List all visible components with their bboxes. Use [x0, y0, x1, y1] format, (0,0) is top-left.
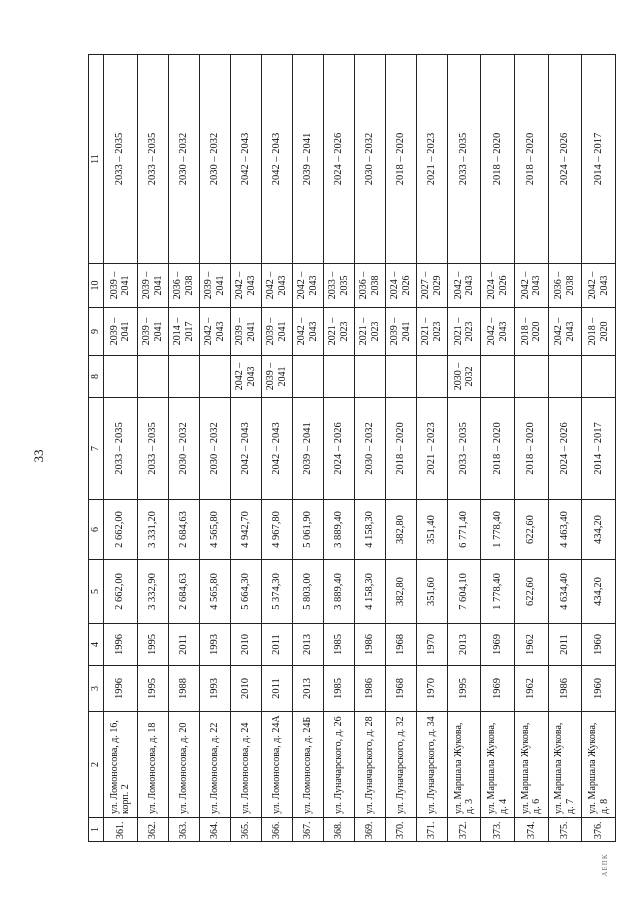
- page-number: 33: [31, 449, 46, 463]
- row-number-cell: 376.: [582, 818, 616, 842]
- year-built-cell: 1993: [199, 666, 230, 712]
- year-reconstructed-cell: 1968: [385, 624, 416, 666]
- year-reconstructed-cell: 1993: [199, 624, 230, 666]
- year-reconstructed-cell: 1986: [354, 624, 385, 666]
- period-roof-cell: 2030 – 2032: [199, 398, 230, 500]
- row-number-cell: 365.: [230, 818, 261, 842]
- period-basement-cell: 2033 – 2035: [104, 55, 138, 264]
- total-area-cell: 7 604,10: [447, 560, 481, 624]
- period-facade-cell: [385, 356, 416, 398]
- header-cell: 11: [89, 55, 104, 264]
- period-facade-cell: [323, 356, 354, 398]
- row-number-cell: 363.: [168, 818, 199, 842]
- table-row: [104, 55, 138, 842]
- period-roof-cell: 2018 – 2020: [514, 398, 548, 500]
- year-built-cell: 2011: [261, 666, 292, 712]
- period-utilities-cell: 2039 – 2041: [104, 308, 138, 356]
- total-area-cell: 5 803,00: [292, 560, 323, 624]
- table-row: [168, 55, 199, 842]
- period-facade-cell: 2030 – 2032: [447, 356, 481, 398]
- year-built-cell: 1996: [104, 666, 138, 712]
- period-utilities-cell: 2039 – 2041: [137, 308, 168, 356]
- period-basement-cell: 2018 – 2020: [481, 55, 515, 264]
- period-roof-cell: 2042 – 2043: [230, 398, 261, 500]
- total-area-cell: 4 634,40: [548, 560, 582, 624]
- year-reconstructed-cell: 1962: [514, 624, 548, 666]
- period-basement-cell: 2033 – 2035: [447, 55, 481, 264]
- residential-area-cell: 4 942,70: [230, 500, 261, 560]
- period-facade-cell: [548, 356, 582, 398]
- residential-area-cell: 382,80: [385, 500, 416, 560]
- total-area-cell: 2 662,00: [104, 560, 138, 624]
- period-elevator-cell: 2024 – 2026: [481, 264, 515, 308]
- row-number-cell: 373.: [481, 818, 515, 842]
- year-reconstructed-cell: 1995: [137, 624, 168, 666]
- period-utilities-cell: 2042 – 2043: [292, 308, 323, 356]
- row-number-cell: 374.: [514, 818, 548, 842]
- period-elevator-cell: 2033 – 2035: [323, 264, 354, 308]
- year-reconstructed-cell: 2011: [261, 624, 292, 666]
- residential-area-cell: 6 771,40: [447, 500, 481, 560]
- period-utilities-cell: 2039 – 2041: [385, 308, 416, 356]
- period-utilities-cell: 2042 – 2043: [199, 308, 230, 356]
- row-number-cell: 368.: [323, 818, 354, 842]
- residential-area-cell: 351,40: [416, 500, 447, 560]
- period-utilities-cell: 2021 – 2023: [416, 308, 447, 356]
- total-area-cell: 3 332,90: [137, 560, 168, 624]
- address-cell: ул. Маршала Жукова, д. 6: [514, 712, 548, 818]
- period-basement-cell: 2024 – 2026: [323, 55, 354, 264]
- period-utilities-cell: 2018 – 2020: [582, 308, 616, 356]
- residential-area-cell: 3 889,40: [323, 500, 354, 560]
- year-reconstructed-cell: 2013: [447, 624, 481, 666]
- header-cell: 5: [89, 560, 104, 624]
- period-basement-cell: 2042 – 2043: [261, 55, 292, 264]
- period-facade-cell: [168, 356, 199, 398]
- row-number-cell: 361.: [104, 818, 138, 842]
- residential-area-cell: 1 778,40: [481, 500, 515, 560]
- year-built-cell: 1988: [168, 666, 199, 712]
- header-cell: 1: [89, 818, 104, 842]
- address-cell: ул. Ломоносова, д. 24: [230, 712, 261, 818]
- period-elevator-cell: 2036 – 2038: [354, 264, 385, 308]
- year-reconstructed-cell: 1985: [323, 624, 354, 666]
- period-elevator-cell: 2024 – 2026: [385, 264, 416, 308]
- period-elevator-cell: 2027 – 2029: [416, 264, 447, 308]
- residential-area-cell: 4 463,40: [548, 500, 582, 560]
- total-area-cell: 382,80: [385, 560, 416, 624]
- total-area-cell: 2 684,63: [168, 560, 199, 624]
- period-utilities-cell: 2018 – 2020: [514, 308, 548, 356]
- year-built-cell: 1986: [548, 666, 582, 712]
- table-row: [261, 55, 292, 842]
- table-row: [292, 55, 323, 842]
- total-area-cell: 1 778,40: [481, 560, 515, 624]
- period-basement-cell: 2042 – 2043: [230, 55, 261, 264]
- year-reconstructed-cell: 1960: [582, 624, 616, 666]
- period-elevator-cell: 2036 – 2038: [548, 264, 582, 308]
- table-row: [582, 55, 616, 842]
- period-facade-cell: 2042 – 2043: [230, 356, 261, 398]
- period-facade-cell: [199, 356, 230, 398]
- address-cell: ул. Луначарского, д. 32: [385, 712, 416, 818]
- residential-area-cell: 5 061,90: [292, 500, 323, 560]
- period-elevator-cell: 2042 – 2043: [230, 264, 261, 308]
- period-roof-cell: 2018 – 2020: [385, 398, 416, 500]
- header-cell: 10: [89, 264, 104, 308]
- period-basement-cell: 2033 – 2035: [137, 55, 168, 264]
- period-facade-cell: 2039 – 2041: [261, 356, 292, 398]
- residential-area-cell: 2 662,00: [104, 500, 138, 560]
- period-basement-cell: 2018 – 2020: [385, 55, 416, 264]
- period-utilities-cell: 2039 – 2041: [261, 308, 292, 356]
- table-row: [137, 55, 168, 842]
- period-facade-cell: [416, 356, 447, 398]
- period-roof-cell: 2042 – 2043: [261, 398, 292, 500]
- period-utilities-cell: 2014 – 2017: [168, 308, 199, 356]
- period-basement-cell: 2030 – 2032: [354, 55, 385, 264]
- period-facade-cell: [137, 356, 168, 398]
- year-reconstructed-cell: 2010: [230, 624, 261, 666]
- table-row: [481, 55, 515, 842]
- table-row: [447, 55, 481, 842]
- header-cell: 4: [89, 624, 104, 666]
- total-area-cell: 5 374,30: [261, 560, 292, 624]
- row-number-cell: 362.: [137, 818, 168, 842]
- period-roof-cell: 2024 – 2026: [323, 398, 354, 500]
- row-number-cell: 375.: [548, 818, 582, 842]
- row-number-cell: 364.: [199, 818, 230, 842]
- period-roof-cell: 2033 – 2035: [447, 398, 481, 500]
- period-roof-cell: 2033 – 2035: [104, 398, 138, 500]
- period-elevator-cell: 2039 – 2041: [104, 264, 138, 308]
- period-basement-cell: 2018 – 2020: [514, 55, 548, 264]
- total-area-cell: 434,20: [582, 560, 616, 624]
- year-reconstructed-cell: 1970: [416, 624, 447, 666]
- total-area-cell: 3 889,40: [323, 560, 354, 624]
- period-facade-cell: [514, 356, 548, 398]
- period-roof-cell: 2030 – 2032: [354, 398, 385, 500]
- row-number-cell: 371.: [416, 818, 447, 842]
- year-built-cell: 1995: [137, 666, 168, 712]
- period-roof-cell: 2014 – 2017: [582, 398, 616, 500]
- year-built-cell: 2013: [292, 666, 323, 712]
- period-basement-cell: 2039 – 2041: [292, 55, 323, 264]
- table-row: [385, 55, 416, 842]
- row-number-cell: 372.: [447, 818, 481, 842]
- year-built-cell: 1969: [481, 666, 515, 712]
- total-area-cell: 4 565,80: [199, 560, 230, 624]
- period-basement-cell: 2030 – 2032: [168, 55, 199, 264]
- header-cell: 2: [89, 712, 104, 818]
- table-wrapper: [88, 55, 616, 842]
- period-utilities-cell: 2042 – 2043: [481, 308, 515, 356]
- period-basement-cell: 2030 – 2032: [199, 55, 230, 264]
- address-cell: ул. Ломоносова, д. 24Б: [292, 712, 323, 818]
- period-roof-cell: 2018 – 2020: [481, 398, 515, 500]
- address-cell: ул. Ломоносова, д. 22: [199, 712, 230, 818]
- period-elevator-cell: 2042 – 2043: [514, 264, 548, 308]
- period-facade-cell: [104, 356, 138, 398]
- header-cell: 3: [89, 666, 104, 712]
- total-area-cell: 622,60: [514, 560, 548, 624]
- archive-stamp: АЕПК: [601, 853, 609, 877]
- period-facade-cell: [292, 356, 323, 398]
- row-number-cell: 370.: [385, 818, 416, 842]
- year-built-cell: 1968: [385, 666, 416, 712]
- period-elevator-cell: 2042 – 2043: [447, 264, 481, 308]
- residential-area-cell: 3 331,20: [137, 500, 168, 560]
- address-cell: ул. Луначарского, д. 26: [323, 712, 354, 818]
- year-built-cell: 1960: [582, 666, 616, 712]
- row-number-cell: 369.: [354, 818, 385, 842]
- address-cell: ул. Маршала Жукова, д. 8: [582, 712, 616, 818]
- period-utilities-cell: 2039 – 2041: [230, 308, 261, 356]
- period-elevator-cell: 2036 – 2038: [168, 264, 199, 308]
- period-facade-cell: [582, 356, 616, 398]
- header-cell: 8: [89, 356, 104, 398]
- housing-schedule-table: [88, 54, 616, 842]
- period-facade-cell: [354, 356, 385, 398]
- row-number-cell: 366.: [261, 818, 292, 842]
- period-utilities-cell: 2021 – 2023: [447, 308, 481, 356]
- year-reconstructed-cell: 2011: [548, 624, 582, 666]
- table-row: [354, 55, 385, 842]
- address-cell: ул. Ломоносова, д. 18: [137, 712, 168, 818]
- period-utilities-cell: 2021 – 2023: [323, 308, 354, 356]
- period-utilities-cell: 2021 – 2023: [354, 308, 385, 356]
- table-row: [416, 55, 447, 842]
- period-basement-cell: 2021 – 2023: [416, 55, 447, 264]
- period-elevator-cell: 2042 – 2043: [292, 264, 323, 308]
- table-row: [323, 55, 354, 842]
- header-row: [89, 55, 104, 842]
- rotated-table-area: [88, 55, 616, 842]
- header-cell: 6: [89, 500, 104, 560]
- address-cell: ул. Луначарского, д. 28: [354, 712, 385, 818]
- period-roof-cell: 2021 – 2023: [416, 398, 447, 500]
- residential-area-cell: 2 684,63: [168, 500, 199, 560]
- address-cell: ул. Маршала Жукова, д. 7: [548, 712, 582, 818]
- residential-area-cell: 434,20: [582, 500, 616, 560]
- year-reconstructed-cell: 1969: [481, 624, 515, 666]
- year-reconstructed-cell: 2013: [292, 624, 323, 666]
- period-elevator-cell: 2039 – 2041: [137, 264, 168, 308]
- period-roof-cell: 2039 – 2041: [292, 398, 323, 500]
- residential-area-cell: 4 565,80: [199, 500, 230, 560]
- period-elevator-cell: 2042 – 2043: [582, 264, 616, 308]
- residential-area-cell: 4 158,30: [354, 500, 385, 560]
- residential-area-cell: 4 967,80: [261, 500, 292, 560]
- year-reconstructed-cell: 2011: [168, 624, 199, 666]
- address-cell: ул. Маршала Жукова, д. 3: [447, 712, 481, 818]
- period-utilities-cell: 2042 – 2043: [548, 308, 582, 356]
- year-built-cell: 1986: [354, 666, 385, 712]
- period-roof-cell: 2024 – 2026: [548, 398, 582, 500]
- year-built-cell: 2010: [230, 666, 261, 712]
- total-area-cell: 5 664,30: [230, 560, 261, 624]
- address-cell: ул. Ломоносова, д. 16, корп. 2: [104, 712, 138, 818]
- table-row: [230, 55, 261, 842]
- address-cell: ул. Луначарского, д. 34: [416, 712, 447, 818]
- table-row: [199, 55, 230, 842]
- residential-area-cell: 622,60: [514, 500, 548, 560]
- address-cell: ул. Ломоносова, д. 20: [168, 712, 199, 818]
- total-area-cell: 351,60: [416, 560, 447, 624]
- period-basement-cell: 2024 – 2026: [548, 55, 582, 264]
- period-roof-cell: 2030 – 2032: [168, 398, 199, 500]
- address-cell: ул. Ломоносова, д. 24А: [261, 712, 292, 818]
- year-built-cell: 1995: [447, 666, 481, 712]
- header-cell: 7: [89, 398, 104, 500]
- period-elevator-cell: 2042 – 2043: [261, 264, 292, 308]
- total-area-cell: 4 158,30: [354, 560, 385, 624]
- period-basement-cell: 2014 – 2017: [582, 55, 616, 264]
- table-row: [548, 55, 582, 842]
- header-cell: 9: [89, 308, 104, 356]
- table-row: [514, 55, 548, 842]
- year-built-cell: 1985: [323, 666, 354, 712]
- year-built-cell: 1962: [514, 666, 548, 712]
- address-cell: ул. Маршала Жукова, д. 4: [481, 712, 515, 818]
- year-built-cell: 1970: [416, 666, 447, 712]
- period-facade-cell: [481, 356, 515, 398]
- row-number-cell: 367.: [292, 818, 323, 842]
- year-reconstructed-cell: 1996: [104, 624, 138, 666]
- period-elevator-cell: 2039 – 2041: [199, 264, 230, 308]
- period-roof-cell: 2033 – 2035: [137, 398, 168, 500]
